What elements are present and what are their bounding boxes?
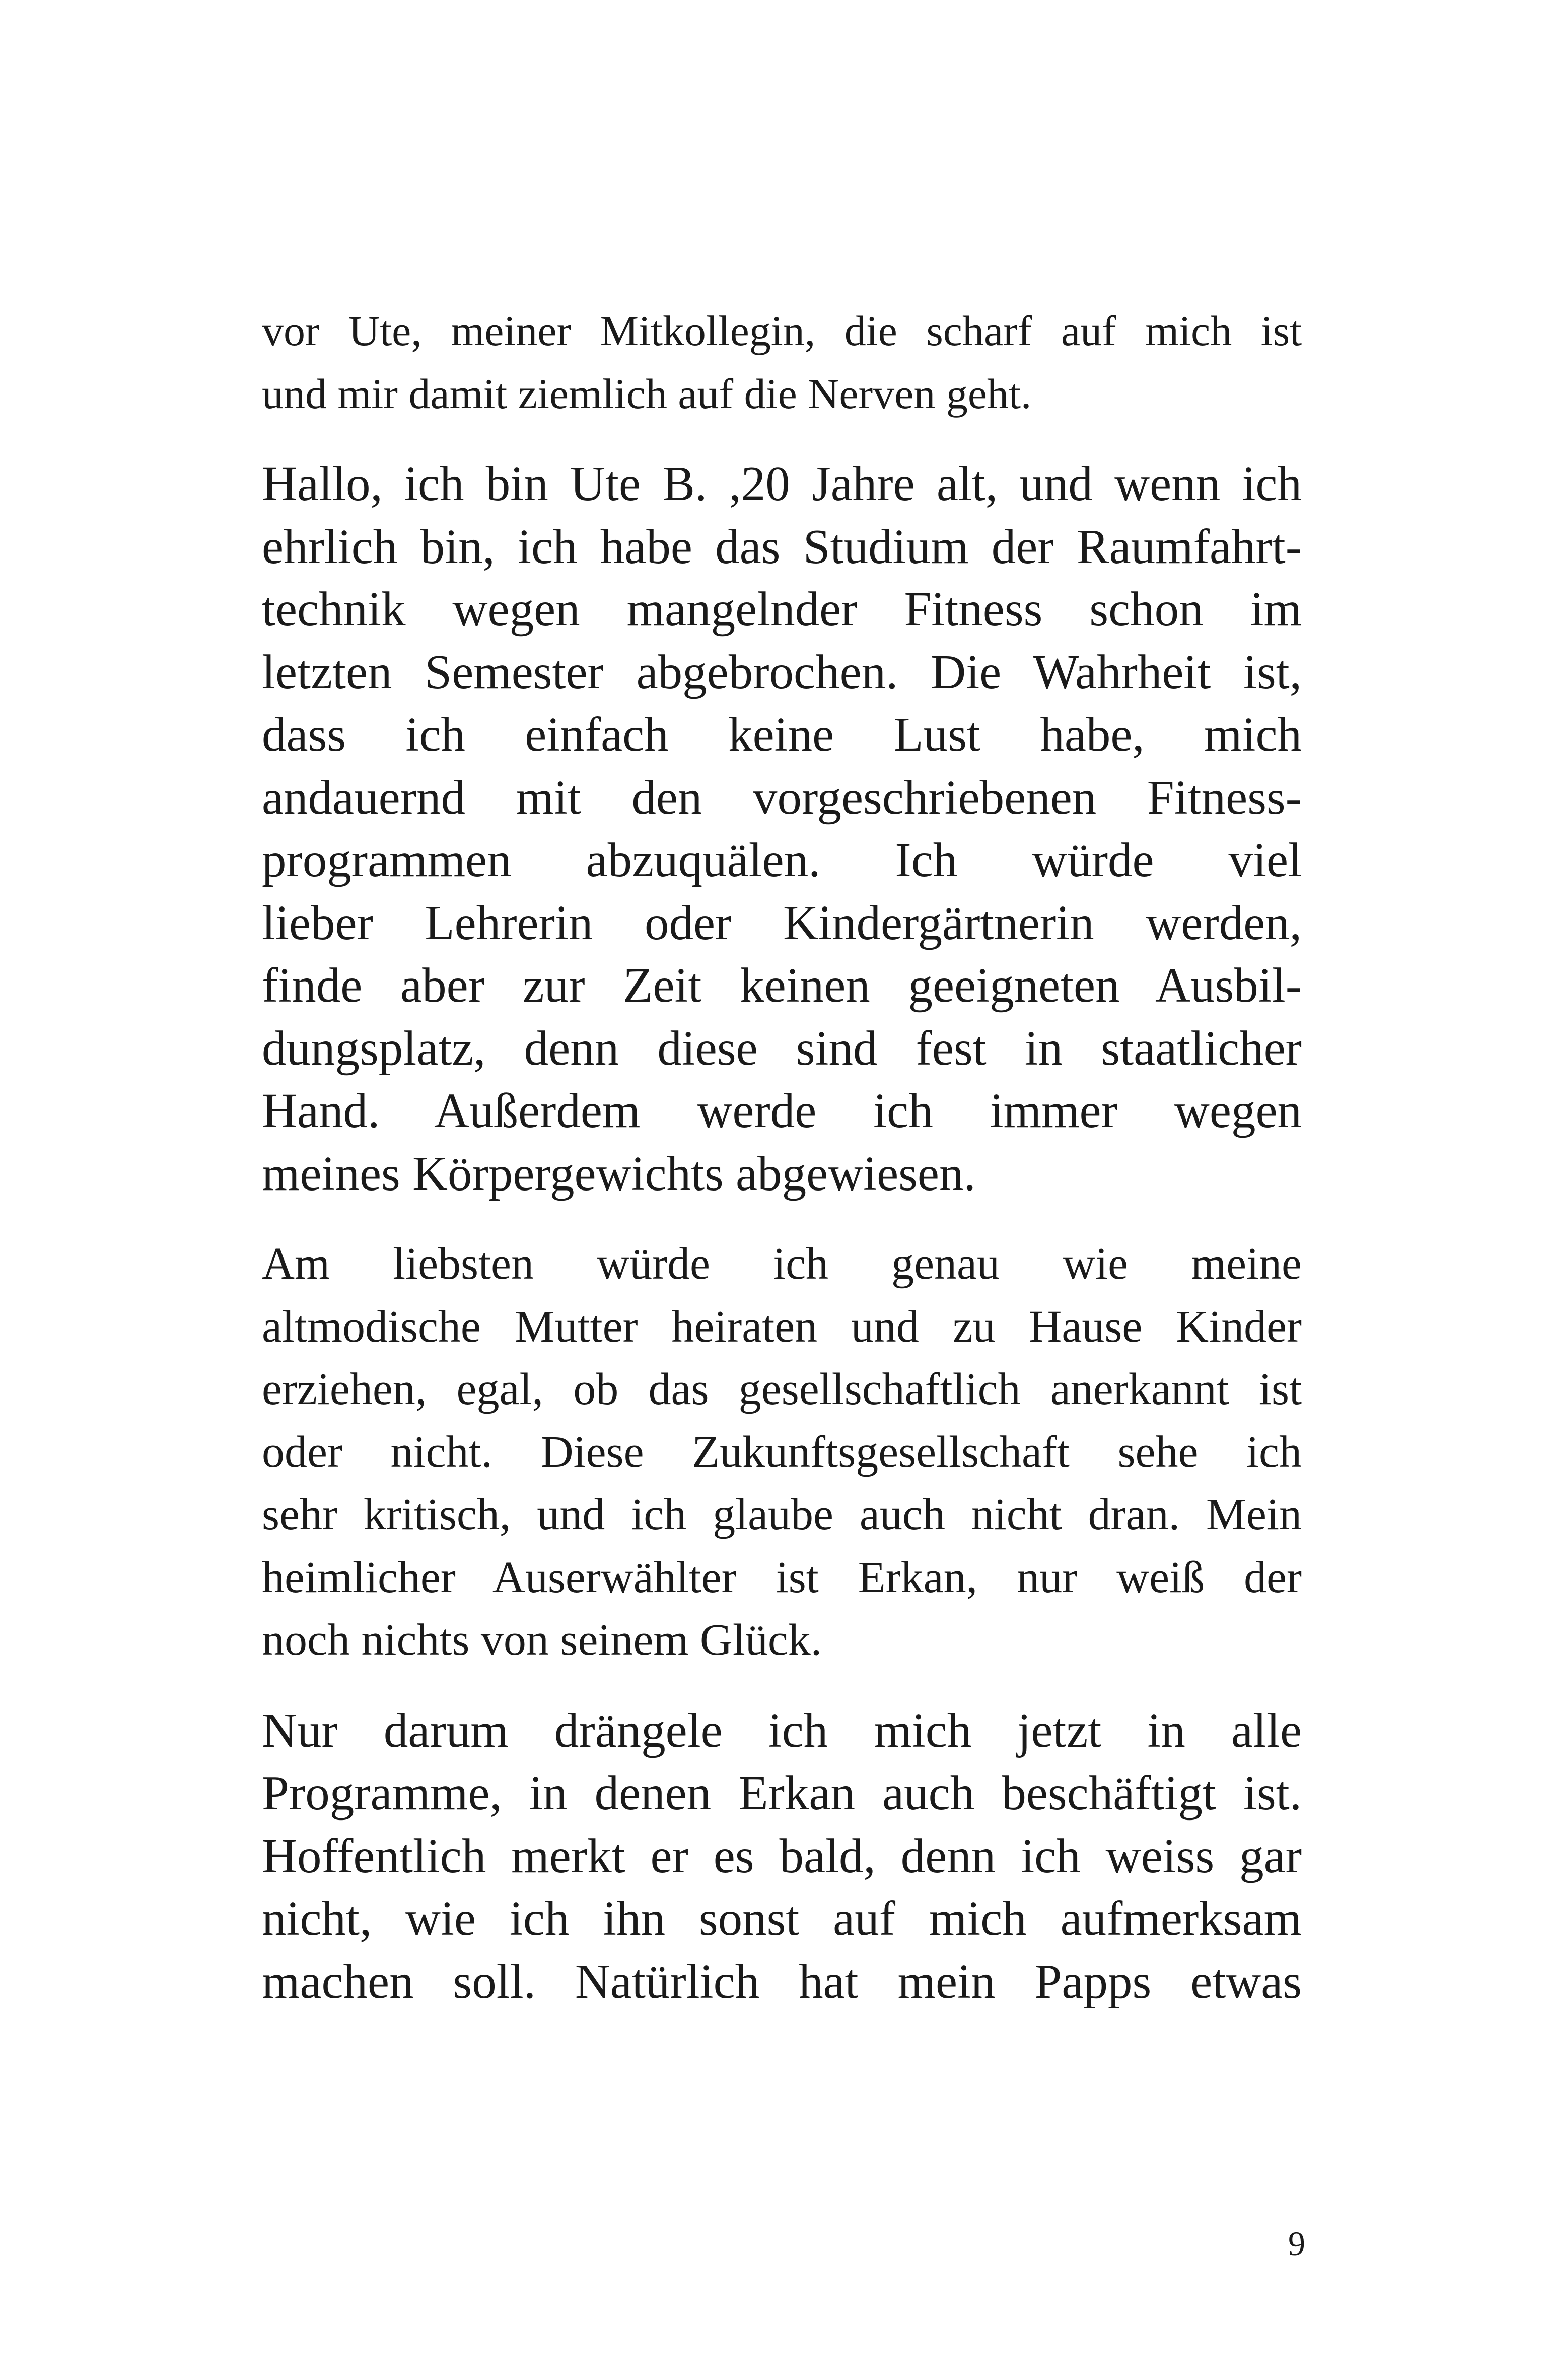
paragraph-2: [262, 453, 1302, 1205]
text-line: sehr kritisch, und ich glaube auch nicht dran. Mein: [262, 1490, 1302, 1539]
paragraph-1: [262, 300, 1302, 425]
text-line: Am liebsten würde ich genau wie meine: [262, 1239, 1302, 1289]
text-line: dass ich einfach keine Lust habe, mich: [262, 708, 1302, 761]
text-line: altmodische Mutter heiraten und zu Hause Kinder: [262, 1301, 1302, 1352]
paragraph-3: [262, 1233, 1302, 1672]
text-line: noch nichts von seinem Glück.: [262, 1615, 822, 1665]
text-line: finde aber zur Zeit keinen geeigneten Ausbil-: [262, 958, 1302, 1012]
text-line: ehrlich bin, ich habe das Studium der Raumfahrt-: [262, 519, 1302, 574]
text-line: programmen abzuquälen. Ich würde viel: [262, 833, 1302, 887]
text-line: vor Ute, meiner Mitkollegin, die scharf auf mich ist: [262, 307, 1302, 355]
paragraph-4: [262, 1700, 1302, 2013]
text-line: Hand. Außerdem werde ich immer wegen: [262, 1084, 1302, 1138]
text-line: lieber Lehrerin oder Kindergärtnerin werden,: [262, 895, 1302, 950]
text-line: erziehen, egal, ob das gesellschaftlich anerkannt ist: [262, 1364, 1302, 1414]
text-line: dungsplatz, denn diese sind fest in staatlicher: [262, 1021, 1302, 1075]
page-body: [262, 300, 1302, 2041]
text-line: und mir damit ziemlich auf die Nerven geht.: [262, 369, 1032, 418]
text-line: technik wegen mangelnder Fitness schon im: [262, 582, 1302, 636]
text-line: andauernd mit den vorgeschriebenen Fitness-: [262, 770, 1302, 824]
text-line: nicht, wie ich ihn sonst auf mich aufmerksam: [262, 1892, 1302, 1945]
text-line: machen soll. Natürlich hat mein Papps etwas: [262, 1954, 1302, 2008]
text-line: oder nicht. Diese Zukunftsgesellschaft sehe ich: [262, 1427, 1302, 1477]
text-line: meines Körpergewichts abgewiesen.: [262, 1146, 976, 1201]
text-line: letzten Semester abgebrochen. Die Wahrheit ist,: [262, 645, 1302, 699]
text-line: Hoffentlich merkt er es bald, denn ich weiss gar: [262, 1829, 1302, 1883]
text-line: Hallo, ich bin Ute B. ,20 Jahre alt, und wenn ich: [262, 457, 1302, 511]
text-line: Programme, in denen Erkan auch beschäftigt ist.: [262, 1766, 1302, 1820]
page-number: 9: [1288, 2224, 1305, 2263]
text-line: Nur darum drängele ich mich jetzt in alle: [262, 1703, 1302, 1758]
text-line: heimlicher Auserwählter ist Erkan, nur weiß der: [262, 1552, 1302, 1602]
